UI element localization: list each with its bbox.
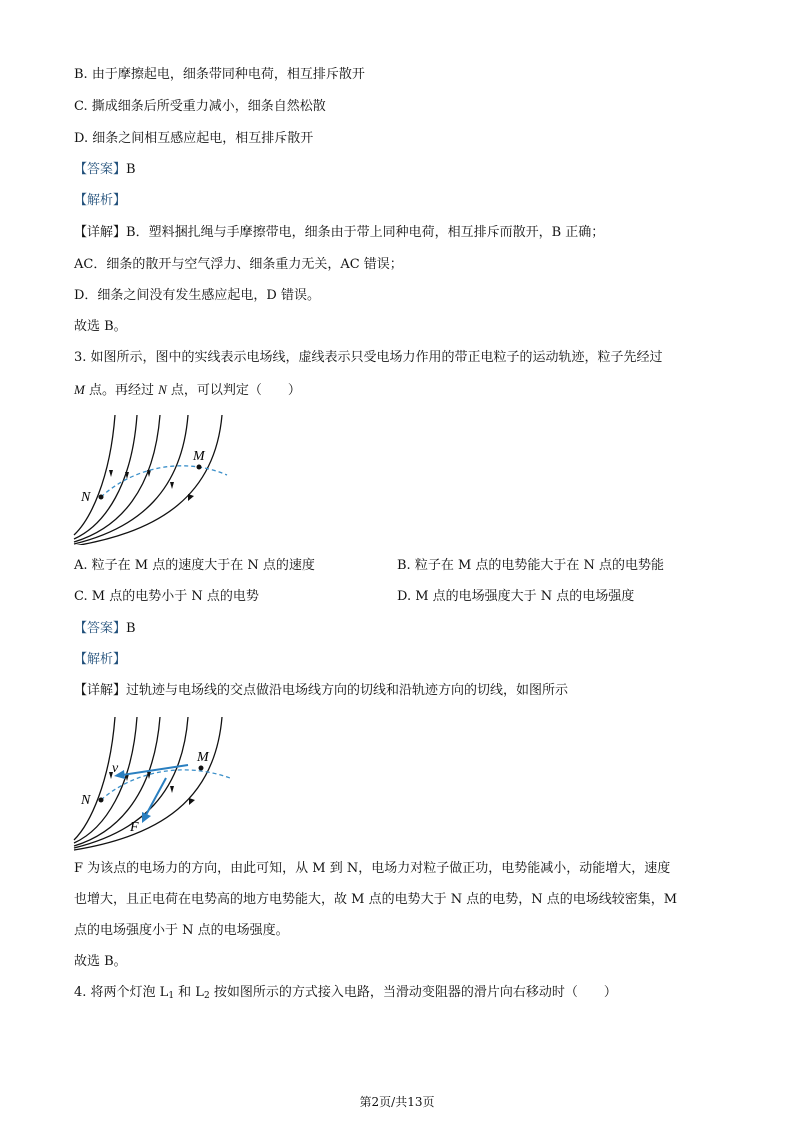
q3-answer	[74, 620, 136, 638]
stem-text: 4. 将两个灯泡 L	[74, 985, 169, 1000]
q2-option-c: C. 撕成细条后所受重力减小，细条自然松散	[74, 99, 326, 114]
answer-tag: 【答案】	[74, 162, 127, 177]
answer-value: B	[126, 162, 136, 177]
point-n	[99, 495, 104, 500]
q3-detail	[74, 682, 568, 700]
q3-stem-line-1: 3. 如图所示，图中的实线表示电场线，虚线表示只受电场力作用的带正电粒子的运动轨迹，粒子先经过	[74, 350, 663, 365]
label-v: v	[112, 761, 119, 776]
q3-analysis-tag: 【解析】	[74, 652, 127, 667]
point-m	[197, 465, 202, 470]
page-footer: 第2页/共13页	[359, 1095, 435, 1109]
field-lines-figure	[70, 410, 240, 545]
q2-detail-2: AC．细条的散开与空气浮力、细条重力无关，AC 错误；	[74, 257, 403, 272]
q2-answer	[74, 161, 136, 179]
field-line	[74, 717, 160, 846]
q3-conclusion: 故选 B。	[74, 954, 127, 969]
stem-text-tail: 点，可以判定（ ）	[166, 383, 301, 398]
tangent-vectors-figure	[70, 712, 240, 852]
trajectory-dashed	[101, 466, 227, 497]
stem-text-mid: 和 L	[174, 985, 204, 1000]
label-n: N	[81, 490, 91, 505]
stem-text: 点。再经过	[84, 383, 159, 398]
q4-stem	[74, 984, 617, 1005]
q2-option-d: D. 细条之间相互感应起电，相互排斥散开	[74, 131, 314, 146]
q2-option-b: B. 由于摩擦起电，细条带同种电荷，相互排斥散开	[74, 67, 365, 82]
q3-stem-line-2	[74, 381, 301, 400]
q3-explanation-3: 点的电场强度小于 N 点的电场强度。	[74, 923, 289, 938]
stem-text-post: 按如图所示的方式接入电路，当滑动变阻器的滑片向右移动时（ ）	[209, 985, 617, 1000]
label-f: F	[130, 820, 139, 835]
detail-text: 过轨迹与电场线的交点做沿电场线方向的切线和沿轨迹方向的切线，如图所示	[126, 683, 569, 698]
subscript-2: 2	[203, 991, 210, 1001]
field-line	[74, 415, 188, 544]
q3-option-a: A. 粒子在 M 点的速度大于在 N 点的速度	[74, 558, 315, 573]
point-m-label: M	[74, 382, 85, 397]
detail-tag: 【详解】	[74, 683, 127, 698]
answer-tag: 【答案】	[74, 621, 127, 636]
field-line	[74, 415, 115, 535]
answer-value: B	[126, 621, 136, 636]
field-line	[74, 415, 222, 545]
label-m: M	[193, 449, 205, 464]
q3-option-c: C. M 点的电势小于 N 点的电势	[74, 589, 259, 604]
q3-explanation-2: 也增大，且正电荷在电势高的地方电势能大，故 M 点的电势大于 N 点的电势，N 点的电场线较密集，M	[74, 892, 678, 907]
field-line	[74, 717, 115, 840]
field-line	[74, 717, 137, 843]
q3-option-d: D. M 点的电场强度大于 N 点的电场强度	[397, 589, 635, 604]
field-line	[74, 717, 222, 850]
subscript-1: 1	[168, 991, 175, 1001]
q2-analysis-tag: 【解析】	[74, 193, 127, 208]
q2-detail-3: D．细条之间没有发生感应起电，D 错误。	[74, 288, 320, 303]
label-n: N	[81, 793, 91, 808]
q2-detail-1	[74, 224, 604, 242]
q3-explanation-1: F 为该点的电场力的方向，由此可知，从 M 到 N，电场力对粒子做正功，电势能减小，动能增大，速度	[74, 861, 671, 876]
q2-conclusion: 故选 B。	[74, 319, 127, 334]
force-vector	[146, 778, 166, 815]
point-n-label: N	[158, 382, 167, 397]
detail-tag: 【详解】	[74, 225, 127, 240]
label-m: M	[197, 750, 209, 765]
detail-text: B．塑料捆扎绳与手摩擦带电，细条由于带上同种电荷，相互排斥而散开，B 正确；	[126, 225, 605, 240]
point-n	[99, 798, 104, 803]
q3-option-b: B. 粒子在 M 点的电势能大于在 N 点的电势能	[397, 558, 665, 573]
point-m	[199, 766, 204, 771]
field-line	[74, 415, 160, 542]
